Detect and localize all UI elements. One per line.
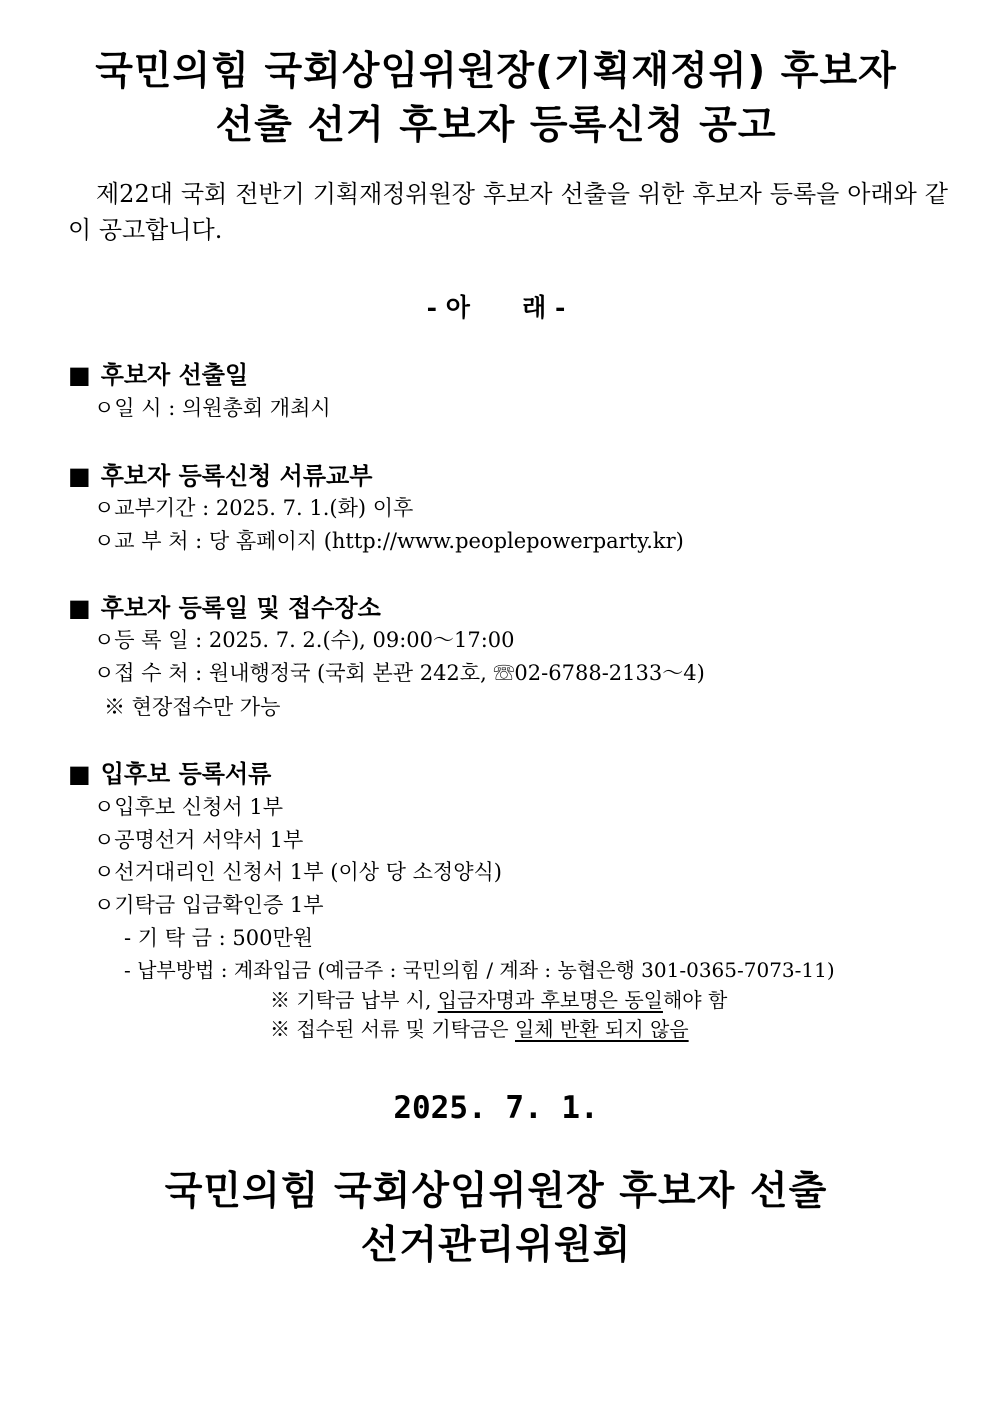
list-item: ㅇ기탁금 입금확인증 1부 bbox=[94, 893, 324, 917]
section-title: 후보자 선출일 bbox=[100, 361, 249, 389]
section-title: 입후보 등록서류 bbox=[100, 760, 272, 788]
announcement-date: 2025. 7. 1. bbox=[393, 1090, 599, 1126]
sub-item-deposit-amount: - 기 탁 금 : 500만원 bbox=[124, 926, 314, 950]
section-heading-required-documents bbox=[68, 762, 271, 786]
document-title-line2: 선출 선거 후보자 등록신청 공고 bbox=[215, 103, 777, 148]
document-title-line1: 국민의힘 국회상임위원장(기획재정위) 후보자 bbox=[95, 49, 897, 94]
issuer-line2: 선거관리위원회 bbox=[360, 1223, 632, 1268]
note-onsite-only: ※ 현장접수만 가능 bbox=[104, 695, 281, 719]
intro-paragraph: 제22대 국회 전반기 기획재정위원장 후보자 선출을 위한 후보자 등록을 아래와 같이 공고합니다. bbox=[68, 180, 948, 244]
section-heading-document-distribution bbox=[68, 464, 372, 488]
underlined-text: 일체 반환 되지 않음 bbox=[515, 1017, 689, 1041]
list-item: ㅇ일 시 : 의원총회 개최시 bbox=[94, 396, 331, 420]
list-item: ㅇ접 수 처 : 원내행정국 (국회 본관 242호, ☏02-6788-2133～4) bbox=[94, 661, 705, 685]
section-heading-selection-date bbox=[68, 363, 248, 387]
list-item: ㅇ교부기간 : 2025. 7. 1.(화) 이후 bbox=[94, 496, 414, 520]
list-item: ㅇ등 록 일 : 2025. 7. 2.(수), 09:00～17:00 bbox=[94, 628, 515, 652]
square-bullet-icon: ■ bbox=[68, 462, 91, 490]
square-bullet-icon: ■ bbox=[68, 361, 91, 389]
list-item: ㅇ공명선거 서약서 1부 bbox=[94, 828, 304, 852]
list-item: ㅇ입후보 신청서 1부 bbox=[94, 795, 283, 819]
square-bullet-icon: ■ bbox=[68, 760, 91, 788]
section-heading-registration-place bbox=[68, 596, 381, 620]
list-item: ㅇ선거대리인 신청서 1부 (이상 당 소정양식) bbox=[94, 860, 502, 884]
list-item: ㅇ교 부 처 : 당 홈페이지 (http://www.peoplepowerparty.kr) bbox=[94, 529, 684, 553]
underlined-text: 입금자명과 후보명은 동일 bbox=[437, 988, 663, 1012]
note-no-refund: ※ 접수된 서류 및 기탁금은 일체 반환 되지 않음 bbox=[270, 1017, 689, 1041]
section-title: 후보자 등록일 및 접수장소 bbox=[100, 594, 381, 622]
issuer-line1: 국민의힘 국회상임위원장 후보자 선출 bbox=[164, 1169, 828, 1214]
sub-item-payment-method: - 납부방법 : 계좌입금 (예금주 : 국민의힘 / 계좌 : 농협은행 301-0365-7073-11) bbox=[124, 958, 835, 982]
note-depositor-name: ※ 기탁금 납부 시, 입금자명과 후보명은 동일해야 함 bbox=[270, 988, 728, 1012]
square-bullet-icon: ■ bbox=[68, 594, 91, 622]
notice-heading: - 아 래 - bbox=[426, 293, 566, 322]
section-title: 후보자 등록신청 서류교부 bbox=[100, 462, 373, 490]
